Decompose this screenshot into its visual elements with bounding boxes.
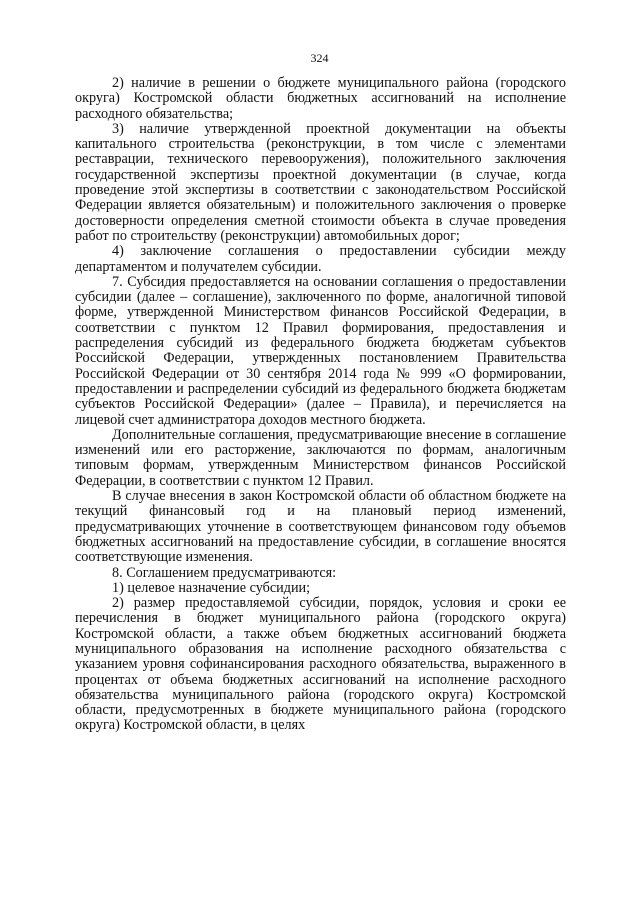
document-body	[75, 76, 566, 734]
paragraph-item-3: 3) наличие утвержденной проектной документации на объекты капитального строительства (реконструкции, в том числе с элементами реставрации, технического перевооружения), положительного заключения государственной экспертизы проектной документации (в случае, когда проведение этой экспертизы в соответствии с законодательством Российской Федерации является обязательным) и положительного заключения о проверке достоверности определения сметной стоимости объекта в случае проведения работ по строительству (реконструкции) автомобильных дорог;	[75, 120, 566, 244]
paragraph-clause-8-item-2: 2) размер предоставляемой субсидии, порядок, условия и сроки ее перечисления в бюджет муниципального района (городского округа) Костромской области, а также объем бюджетных ассигнований бюджета муниципального образования на исполнение расходного обязательства с указанием уровня софинансирования расходного обязательства, выраженного в процентах от объема бюджетных ассигнований на исполнение расходного обязательства муниципального района (городского округа) Костромской области, предусмотренных в бюджете муниципального района (городского округа) Костромской области, в целях	[75, 595, 566, 734]
paragraph-item-4: 4) заключение соглашения о предоставлении субсидии между департаментом и получателем субсидии.	[75, 243, 566, 275]
paragraph-clause-7: 7. Субсидия предоставляется на основании соглашения о предоставлении субсидии (далее – соглашение), заключенного по форме, аналогичной типовой форме, утвержденной Министерством финансов Российской Федерации, в соответствии с пунктом 12 Правил формирования, предоставления и распределения субсидий из федерального бюджета бюджетам субъектов Российской Федерации, утвержденных постановлением Правительства Российской Федерации от 30 сентября 2014 года № 999 «О формировании, предоставлении и распределении субсидий из федерального бюджета бюджетам субъектов Российской Федерации» (далее – Правила), и перечисляется на лицевой счет администратора доходов местного бюджета.	[75, 273, 566, 428]
paragraph-additional-agreements: Дополнительные соглашения, предусматривающие внесение в соглашение изменений или его расторжение, заключаются по формам, аналогичным типовым формам, утвержденным Министерством финансов Российской Федерации, в соответствии с пунктом 12 Правил.	[75, 426, 566, 489]
paragraph-clause-8: 8. Соглашением предусматриваются:	[112, 564, 337, 581]
page-number: 324	[310, 51, 329, 65]
paragraph-item-2: 2) наличие в решении о бюджете муниципального района (городского округа) Костромской области бюджетных ассигнований на исполнение расходного обязательства;	[75, 75, 566, 122]
paragraph-clause-8-item-1: 1) целевое назначение субсидии;	[112, 579, 311, 596]
paragraph-budget-changes: В случае внесения в закон Костромской области об областном бюджете на текущий финансовый год и на плановый период изменений, предусматривающих уточнение в соответствующем финансовом году объемов бюджетных ассигнований на предоставление субсидии, в соглашение вносятся соответствующие изменения.	[75, 488, 566, 566]
